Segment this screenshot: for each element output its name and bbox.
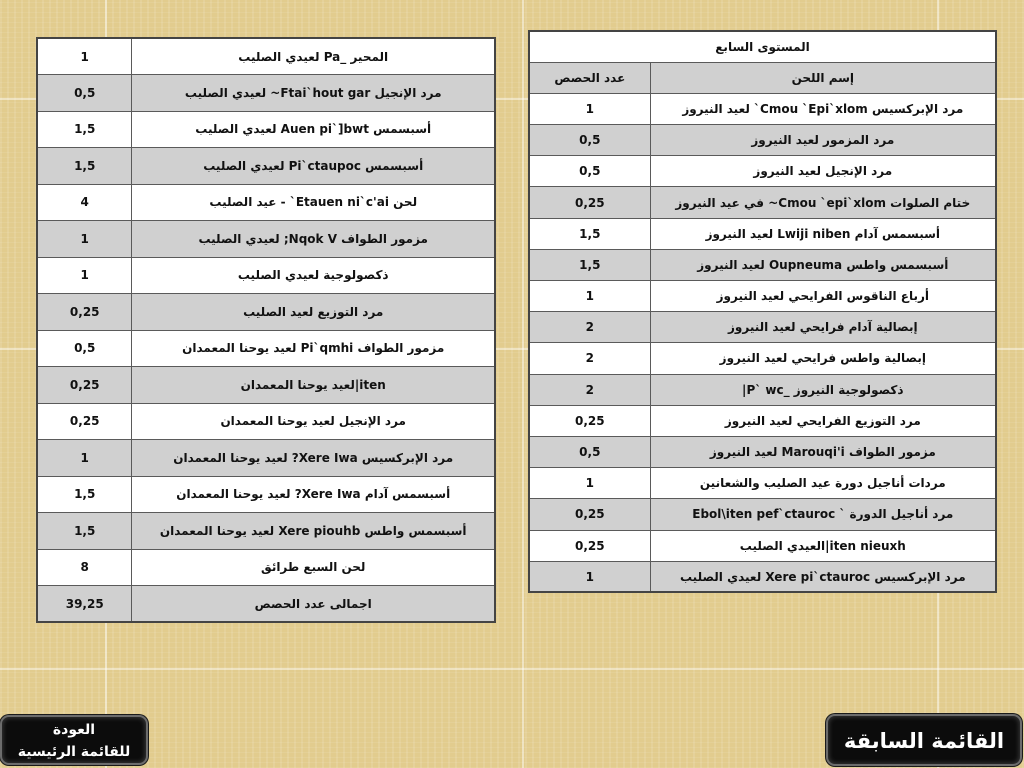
- table-row: [529, 93, 996, 124]
- left-hymns-table: [36, 37, 496, 623]
- table-row: [529, 468, 996, 499]
- session-count-cell: 1: [529, 468, 650, 499]
- table-row: [529, 374, 996, 405]
- table-row: [529, 249, 996, 280]
- session-count-cell: 1: [37, 38, 132, 75]
- table-row: [37, 403, 495, 440]
- hymn-name-cell: ذكصولوجية لعيدي الصليب: [132, 257, 495, 294]
- session-count-cell: 1: [37, 440, 132, 477]
- table-row: [529, 312, 996, 343]
- table-row: [37, 148, 495, 185]
- session-count-cell: 1: [529, 281, 650, 312]
- session-count-cell: 0,25: [37, 294, 132, 331]
- right-table-body: [529, 31, 996, 592]
- table-row: [37, 513, 495, 550]
- table-row: [37, 75, 495, 112]
- hymn-name-cell: مرد أناجيل الدورة ` Ebol\iten pef`ctauroc: [650, 499, 996, 530]
- hymn-name-cell: أسبسمس آدام Lwiji niben لعيد النيروز: [650, 218, 996, 249]
- session-count-cell: 1,5: [37, 111, 132, 148]
- hymn-name-cell: مرد الإنجيل لعيد النيروز: [650, 156, 996, 187]
- home-button-line2: للقائمة الرئيسية: [17, 744, 131, 760]
- table-row: [529, 187, 996, 218]
- session-count-cell: 4: [37, 184, 132, 221]
- table-row: [529, 405, 996, 436]
- hymn-name-cell: مرد الإبركسيس Xere pi`ctauroc لعيدي الصليب: [650, 561, 996, 592]
- session-count-cell: 1: [37, 257, 132, 294]
- table-row: [529, 156, 996, 187]
- hymn-name-cell: المحير _Pa لعيدي الصليب: [132, 38, 495, 75]
- hymn-name-cell: iten nieuxh|العيدي الصليب: [650, 530, 996, 561]
- table-row: [529, 561, 996, 592]
- hymn-name-cell: مرد التوزيع الفرايحي لعيد النيروز: [650, 405, 996, 436]
- table-row: [37, 367, 495, 404]
- session-count-cell: 39,25: [37, 586, 132, 623]
- hymn-name-cell: لحن السبع طرائق: [132, 549, 495, 586]
- session-count-cell: 0,5: [37, 330, 132, 367]
- session-count-cell: 1,5: [37, 476, 132, 513]
- table-row: [37, 184, 495, 221]
- hymn-name-cell: مزمور الطواف Pi`qmhi لعيد يوحنا المعمدان: [132, 330, 495, 367]
- table-header-row: [529, 62, 996, 93]
- hymn-name-cell: مزمور الطواف Marouqi'i لعيد النيروز: [650, 436, 996, 467]
- table-row: [37, 38, 495, 75]
- session-count-cell: 0,5: [529, 125, 650, 156]
- hymn-name-cell: أسبسمس آدام Xere Iwa? لعيد يوحنا المعمدان: [132, 476, 495, 513]
- left-table-body: [37, 38, 495, 622]
- table-row: [529, 281, 996, 312]
- home-button-line1: العودة: [52, 722, 96, 738]
- hymn-name-cell: أسبسمس واطس Oupneuma لعيد النيروز: [650, 249, 996, 280]
- table-title: المستوى السابع: [529, 31, 996, 62]
- session-count-cell: 0,25: [529, 187, 650, 218]
- table-row: [37, 476, 495, 513]
- table-row: [37, 330, 495, 367]
- session-count-cell: 0,25: [529, 405, 650, 436]
- session-count-cell: 1,5: [529, 249, 650, 280]
- table-row: [37, 221, 495, 258]
- right-hymns-table: [528, 30, 997, 593]
- hymn-name-cell: أسبسمس Auen pi`]bwt لعيدي الصليب: [132, 111, 495, 148]
- hymn-name-cell: مرد الإنجيل Ftai`hout gar~ لعيدي الصليب: [132, 75, 495, 112]
- session-count-cell: 0,5: [529, 156, 650, 187]
- hymn-name-cell: ذكصولوجية النيروز _P` wc|: [650, 374, 996, 405]
- table-row: [37, 440, 495, 477]
- table-row: [529, 125, 996, 156]
- column-header-count: عدد الحصص: [529, 62, 650, 93]
- session-count-cell: 2: [529, 312, 650, 343]
- table-row: [37, 586, 495, 623]
- hymn-name-cell: أرباع الناقوس الفرايحي لعيد النيروز: [650, 281, 996, 312]
- previous-menu-button[interactable]: القائمة السابقة: [826, 714, 1022, 766]
- session-count-cell: 0,25: [37, 403, 132, 440]
- hymn-name-cell: ختام الصلوات Cmou `epi`xlom~ في عيد النيروز: [650, 187, 996, 218]
- table-row: [529, 343, 996, 374]
- hymn-name-cell: لحن Etauen ni`c'ai` - عيد الصليب: [132, 184, 495, 221]
- session-count-cell: 1,5: [37, 148, 132, 185]
- table-row: [529, 436, 996, 467]
- session-count-cell: 1,5: [37, 513, 132, 550]
- hymn-name-cell: إبصالية واطس فرايحي لعيد النيروز: [650, 343, 996, 374]
- session-count-cell: 1: [37, 221, 132, 258]
- hymn-name-cell: إبصالية آدام فرايحي لعيد النيروز: [650, 312, 996, 343]
- hymn-name-cell: مزمور الطواف Nqok V; لعيدي الصليب: [132, 221, 495, 258]
- session-count-cell: 2: [529, 374, 650, 405]
- table-row: [37, 549, 495, 586]
- session-count-cell: 2: [529, 343, 650, 374]
- hymn-name-cell: مرد الإبركسيس Xere Iwa? لعيد يوحنا المعمدان: [132, 440, 495, 477]
- column-header-name: إسم اللحن: [650, 62, 996, 93]
- hymn-name-cell: مرد المزمور لعيد النيروز: [650, 125, 996, 156]
- back-to-main-menu-button[interactable]: [0, 715, 148, 765]
- session-count-cell: 0,25: [529, 499, 650, 530]
- session-count-cell: 1: [529, 93, 650, 124]
- table-row: [529, 499, 996, 530]
- table-row: [37, 111, 495, 148]
- hymn-name-cell: أسبسمس Pi`ctaupoc لعيدي الصليب: [132, 148, 495, 185]
- session-count-cell: 0,25: [37, 367, 132, 404]
- hymn-name-cell: iten|لعيد يوحنا المعمدان: [132, 367, 495, 404]
- hymn-name-cell: مرد التوزيع لعيد الصليب: [132, 294, 495, 331]
- table-row: [529, 530, 996, 561]
- session-count-cell: 0,25: [529, 530, 650, 561]
- hymn-name-cell: مرد الإبركسيس Cmou `Epi`xlom` لعيد النيروز: [650, 93, 996, 124]
- session-count-cell: 0,5: [37, 75, 132, 112]
- session-count-cell: 1,5: [529, 218, 650, 249]
- hymn-name-cell: مردات أناجيل دورة عيد الصليب والشعانين: [650, 468, 996, 499]
- session-count-cell: 0,5: [529, 436, 650, 467]
- table-row: [37, 294, 495, 331]
- table-title-row: [529, 31, 996, 62]
- session-count-cell: 8: [37, 549, 132, 586]
- hymn-name-cell: أسبسمس واطس Xere piouhb لعيد يوحنا المعمدان: [132, 513, 495, 550]
- hymn-name-cell: اجمالى عدد الحصص: [132, 586, 495, 623]
- session-count-cell: 1: [529, 561, 650, 592]
- table-row: [37, 257, 495, 294]
- table-row: [529, 218, 996, 249]
- hymn-name-cell: مرد الإنجيل لعيد يوحنا المعمدان: [132, 403, 495, 440]
